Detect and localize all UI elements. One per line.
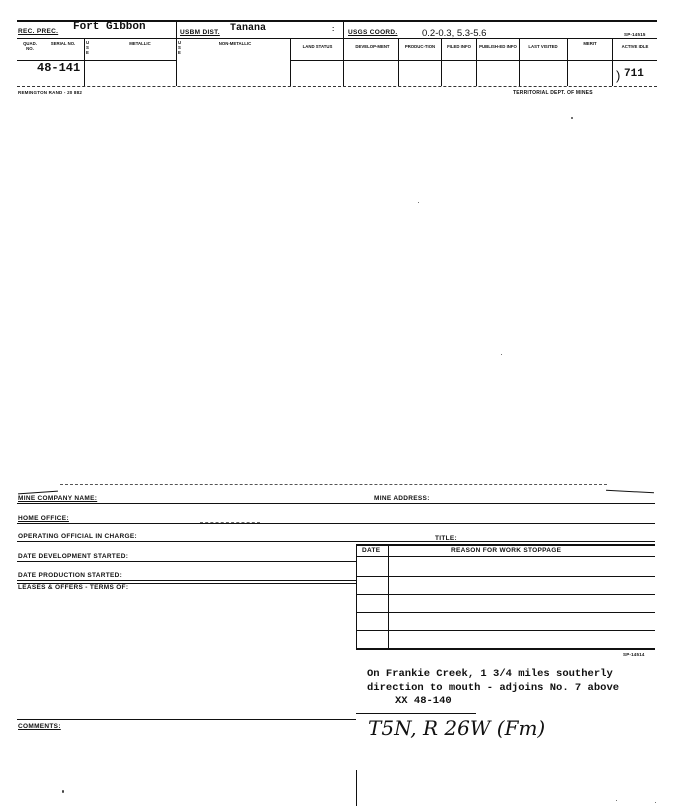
usbm-dist-label: USBM DIST. (180, 29, 220, 36)
header-divider (612, 38, 613, 86)
date-development-started-label: DATE DEVELOPMENT STARTED: (18, 553, 129, 560)
metallic-label: METALLIC (129, 41, 151, 46)
handwritten-note: T5N, R 26W (Fm) (368, 716, 546, 740)
printer-note: REMINGTON RAND - 20 882 (18, 90, 83, 95)
stoppage-reason-header: REASON FOR WORK STOPPAGE (451, 547, 562, 554)
production-label: PRODUC-TION (404, 44, 436, 49)
merit-label: MERIT (583, 41, 597, 46)
scan-speck (655, 802, 656, 803)
header-divider (398, 38, 399, 86)
date-production-started-label: DATE PRODUCTION STARTED: (18, 572, 123, 579)
header-divider (84, 38, 85, 86)
quad-serial-value: 48-141 (37, 61, 81, 75)
last-visited-label: LAST VISITED (528, 44, 558, 49)
stoppage-header-line (356, 556, 655, 557)
stoppage-date-header: DATE (362, 547, 381, 554)
published-info-label: PUBLISH-ED INFO (479, 44, 517, 49)
leases-label: LEASES & OFFERS - TERMS OF: (18, 584, 129, 591)
header-row-divider (17, 38, 657, 39)
comments-label: COMMENTS: (18, 723, 61, 730)
stoppage-row-line (356, 612, 655, 613)
header-divider (476, 38, 477, 86)
info-subdivider (290, 60, 657, 61)
date-prod-line (17, 580, 356, 581)
note-line-1: On Frankie Creek, 1 3/4 miles southerly (367, 668, 613, 680)
use-right-label: U S E (178, 40, 182, 55)
header-divider (567, 38, 568, 86)
mine-company-name-label: MINE COMPANY NAME: (18, 495, 98, 502)
rec-prec-label: REC. PREC. (18, 28, 59, 35)
rec-prec-value: Fort Gibbon (73, 21, 146, 33)
usbm-dist-value: Tanana (230, 23, 267, 34)
land-status-label: LAND STATUS (302, 44, 333, 49)
quad-no-label: QUAD. NO. (23, 41, 37, 51)
active-idle-label: ACTIVE IDLE (621, 44, 649, 49)
home-office-line (17, 523, 655, 524)
scan-speck (62, 790, 64, 793)
stoppage-row-line (356, 630, 655, 631)
stoppage-row-line (356, 576, 655, 577)
usgs-coord-label: USGS COORD. (348, 29, 398, 36)
active-idle-mark: ) (616, 68, 621, 83)
header-divider (519, 38, 520, 86)
scan-speck (571, 117, 573, 119)
header-bottom-border (17, 86, 657, 87)
header-divider (343, 20, 344, 86)
filed-info-label: FILED INFO (447, 44, 471, 49)
scan-speck (418, 202, 419, 203)
scan-speck (501, 354, 502, 355)
comments-top-line (17, 719, 356, 720)
stoppage-row-line (356, 594, 655, 595)
home-office-label: HOME OFFICE: (18, 515, 69, 522)
mine-company-line (17, 503, 655, 504)
bottom-vertical-rule (356, 770, 357, 806)
card-fold-line (60, 484, 607, 485)
usbm-dist-tick: : (332, 26, 335, 33)
note-line-3: XX 48-140 (395, 695, 452, 707)
operating-official-label: OPERATING OFFICIAL IN CHARGE: (18, 533, 137, 540)
operating-official-line (17, 541, 655, 542)
scan-speck (616, 800, 617, 801)
stoppage-date-divider (388, 544, 389, 650)
stoppage-top-border (356, 544, 655, 546)
use-left-label: U S E (86, 40, 90, 55)
mine-address-label: MINE ADDRESS: (374, 495, 430, 502)
stoppage-left-border (356, 544, 357, 650)
usgs-coord-value: 0.2-0.3, 5.3-5.6 (422, 28, 487, 39)
note-line-2: direction to mouth - adjoins No. 7 above (367, 682, 620, 694)
serial-no-label: SERIAL NO. (50, 41, 76, 46)
stoppage-bottom-border (356, 648, 655, 650)
comments-top-line-right (356, 713, 476, 714)
title-label: TITLE: (435, 535, 458, 542)
form-number-top: SP-14515 (624, 32, 646, 37)
active-idle-value: 711 (624, 68, 644, 80)
header-divider (176, 20, 177, 86)
card-fold-edge (606, 490, 654, 494)
card-fold-edge (18, 491, 58, 495)
header-divider (290, 38, 291, 86)
dept-label: TERRITORIAL DEPT. OF MINES (513, 90, 593, 96)
date-dev-line (17, 561, 356, 562)
form-number-back: SP-14514 (623, 652, 645, 657)
non-metallic-label: NON-METALLIC (218, 41, 252, 46)
development-label: DEVELOP-MENT (355, 44, 390, 49)
header-divider (441, 38, 442, 86)
